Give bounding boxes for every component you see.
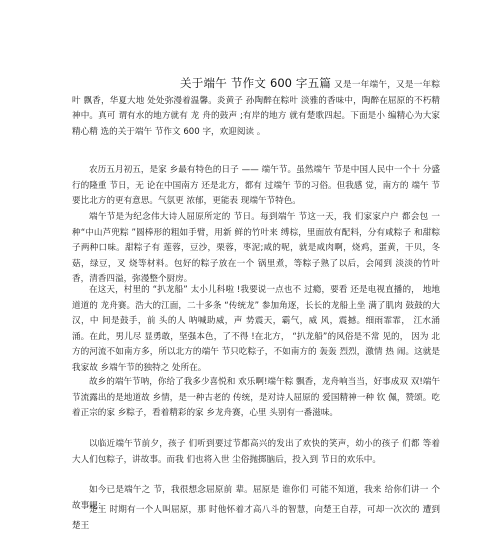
paragraph-1: 农历五月初五，是家 乡最有特色的日子 —— 端午节。虽然端午 节是中国人民中一个十 分盛行的隆重 节日，无 论在中国南方 还是北方，都有 过端午 节的习俗。但我感 觉，南方的 端午 节要比北方的更有意思。气氛更 浓郁，更能表 现端午节特色。: [72, 165, 440, 206]
paragraph-2: 端午节是为纪念伟大诗人屈原所定的 节日。每到端午 节这一天，我 们家家户户 都会包 一种“中山芦兜粽 ”圆棒形的粗如手臂，用新 鲜的竹叶来 缚棕，里面放有配料，分有咸粽子 和甜粽子两种口味。甜粽子有 莲蓉，豆沙，栗蓉，枣泥;咸的呢，就是咸肉啊，烧鸡，蛋黄，干贝，冬菇，绿豆，叉 烧等材料。包好的粽子放在一个 锅里煮，等粽子熟了以后，会闻到 淡淡的竹叶香，清香四溢，弥漫整个厨房。: [72, 212, 440, 284]
paragraph-6: 如今已是端午之 节，我很想念屈原前 辈。屈原是 谁你们 可能不知道，我来 给你们讲一 个故事吧：: [72, 485, 440, 511]
intro-block: [72, 76, 440, 140]
paragraph-7: 楚王 时期有一个人叫屈原，那 时他怀着才高八斗的智慧，向楚王自荐，可却一次次的 遭到楚王: [72, 505, 440, 531]
paragraph-3: 在这天，村里的 “扒龙船” 太小儿科啦 !我要说一点也不 过瘾，要看 还是电视直播的， 地地道道的 龙舟赛。浩大的江面，二十多条 “传统龙” 参加角逐，长长的龙船上坐 满了肌肉 鼓鼓的大汉，中 间是鼓手，前 头的人 呐喊助威，声 势震天，霸气，威 风，震撼。细雨霏霏， 江水涌涌。在此，男儿尽 显勇敢，坚强本色，了不得 !在北方， “扒龙船”的风俗是不常 见的， 因为 北方的河流不如南方多，所以北方的端午 节只吃粽子，不如南方的 轰轰 烈烈，激情 热 闹。这就是我家故 乡端午节的独特之 处所在。: [72, 285, 440, 373]
paragraph-4: 故乡的端午节呐，你给了我多少喜悦和 欢乐啊!端午粽 飘香，龙舟响当当，好事成双 双!端午节流露出的是地道故 乡情，是一种古老的 传统，是对诗人屈原的 爱国精神一种 钦 佩，赞颂。吃着正宗的家 乡粽子，看着精彩的家 乡龙舟赛，心里 头别有一番滋味。: [72, 377, 440, 418]
page-title: 关于端午 节作文 600 字五篇: [180, 76, 332, 90]
paragraph-5: 以临近端午节前夕，孩子 们听到要过节都高兴的发出了欢快的笑声，幼小的孩子 们都 等着大人们包粽子，讲故事。而我 们也将入世 尘俗抛掷脑后，投入到 节日的欢乐中。: [72, 439, 440, 465]
intro-text: 又是一年端午，又是一年粽叶 飘香，华夏大地 处处弥漫着温馨。炎黄子 孙陶醉在粽叶 淡雅的香味中，陶醉在屈原的不朽精神中。真可 谓有水的地方就有 龙 舟的鼓声 ;有岸的地方 就有楚歌四起。下面是小 编精心为大家精心精 选的关于端午 节作文 600 字，欢迎阅读 。: [72, 80, 440, 137]
